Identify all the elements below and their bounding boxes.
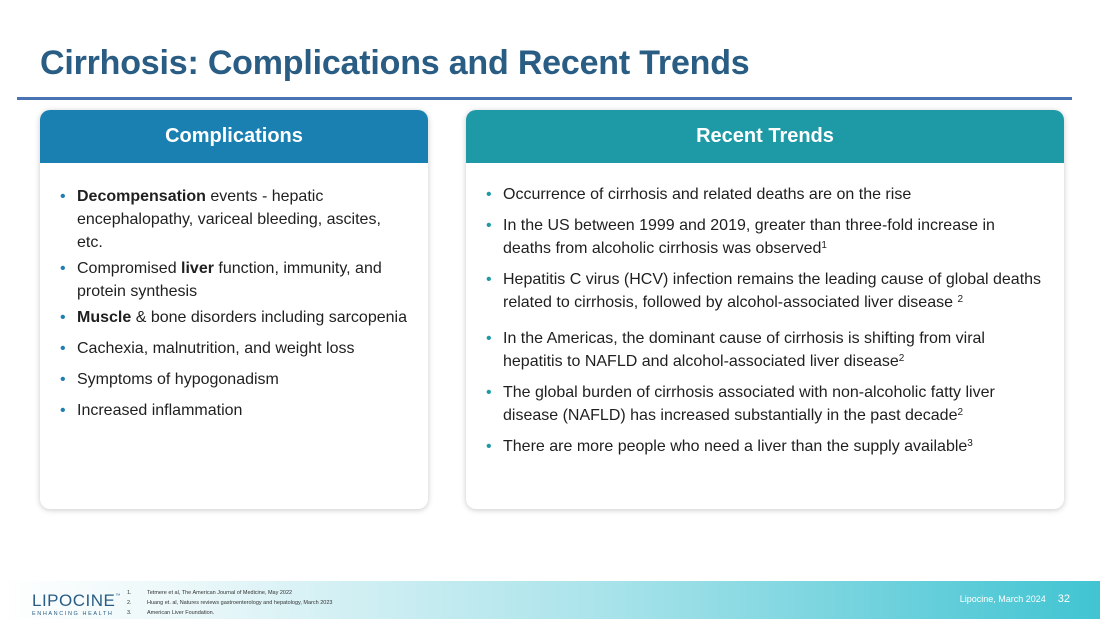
list-item: • In the US between 1999 and 2019, greater than three-fold increase in deaths from alcoholic cirrhosis was observed$^1$ bbox=[486, 214, 1046, 260]
list-item: • The global burden of cirrhosis associated with non-alcoholic fatty liver disease (NAFLD) has increased substantially in the past decade$^2$ bbox=[486, 381, 1046, 427]
complications-list bbox=[40, 163, 428, 422]
recent-trends-list bbox=[466, 163, 1064, 458]
company-date: Lipocine, March 2024 bbox=[959, 594, 1046, 604]
title-divider bbox=[17, 97, 1072, 100]
list-item: • There are more people who need a liver than the supply available$^3$ bbox=[486, 435, 1046, 458]
recent-trends-card bbox=[466, 110, 1064, 509]
reference-superscript: 3 bbox=[967, 438, 973, 449]
list-item: • Decompensation events - hepatic encephalopathy, variceal bleeding, ascites, etc. bbox=[60, 185, 408, 254]
logo-tagline: ENHANCING HEALTH bbox=[32, 611, 114, 617]
logo-wordmark: LIPOCINE bbox=[32, 591, 116, 610]
recent-trends-header: Recent Trends bbox=[466, 110, 1064, 163]
company-logo bbox=[32, 587, 121, 617]
reference-item: 2. Huang et. al, Natures reviews gastroenterology and hepatology, March 2023 bbox=[127, 600, 333, 606]
reference-item: 1. Tetmere et al, The American Journal of Medicine, May 2022 bbox=[127, 590, 293, 596]
reference-item: 3. American Liver Foundation. bbox=[127, 610, 215, 616]
footer-meta bbox=[960, 593, 1070, 605]
list-item: • Occurrence of cirrhosis and related deaths are on the rise bbox=[486, 183, 1046, 206]
list-item: • Muscle & bone disorders including sarcopenia bbox=[60, 306, 408, 329]
list-item: • Hepatitis C virus (HCV) infection remains the leading cause of global deaths related to cirrhosis, followed by alcohol-associated liver disease $^2$ bbox=[486, 268, 1046, 314]
reference-superscript: 2 bbox=[898, 353, 905, 364]
list-item: • Symptoms of hypogonadism bbox=[60, 368, 408, 391]
complications-card bbox=[40, 110, 428, 509]
reference-superscript: 1 bbox=[821, 240, 827, 251]
list-item: • Increased inflammation bbox=[60, 399, 408, 422]
footer-bar bbox=[0, 581, 1100, 619]
reference-superscript: 2 bbox=[957, 294, 964, 305]
page-title: Cirrhosis: Complications and Recent Trends bbox=[40, 44, 750, 82]
list-item: • Compromised liver function, immunity, and protein synthesis bbox=[60, 257, 408, 303]
logo-trademark: ™ bbox=[115, 593, 121, 599]
references bbox=[127, 588, 332, 618]
reference-superscript: 2 bbox=[957, 407, 964, 418]
list-item: • Cachexia, malnutrition, and weight loss bbox=[60, 337, 408, 360]
list-item: • In the Americas, the dominant cause of cirrhosis is shifting from viral hepatitis to NAFLD and alcohol-associated liver disease$^2$ bbox=[486, 327, 1046, 373]
page-number: 32 bbox=[1057, 593, 1070, 605]
complications-header: Complications bbox=[40, 110, 428, 163]
